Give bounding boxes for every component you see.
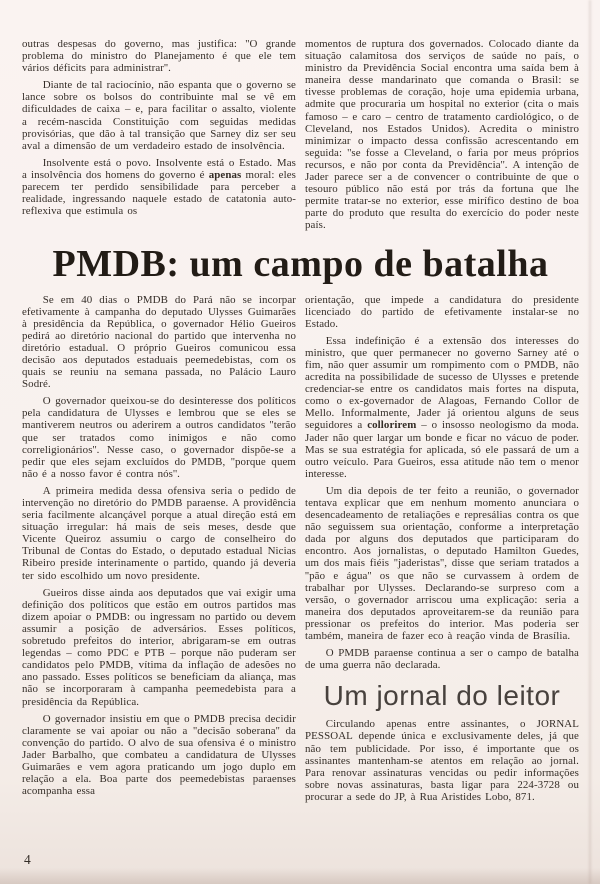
paragraph: Essa indefinição é a extensão dos interesses do ministro, que quer permanecer no governo Sarney até o fim, não quer assumir um rompimento com o PMDB, não acredita na possibilidade de sucesso de Ulysses e pretende credenciar-se entre os candidatos mais fortes na disputa, como o ex-governador de Alagoas, Fernando Collor de Mello. Informalmente, Jader já orientou alguns de seus seguidores a collorirem – o insosso neologismo da moda. Jader não quer largar um bonde e ficar no vácuo de poder. Mas se sua estratégia for aplicada, só ele passará de um a outro veículo. Para Gueiros, essa atitude não tem o menor interesse. [305,334,579,480]
paragraph: Se em 40 dias o PMDB do Pará não se incorpar efetivamente à campanha do deputado Ulysses Guimarães à presidência da República, o governador Hélio Gueiros pedirá ao diretório nacional do partido que intervenha no diretório estadual. O próprio Gueiros comunicou essa decisão aos deputados estaduais peemedebistas, com os quais se reuniu na semana passada, no Palácio Lauro Sodré. [22,293,296,391]
paragraph: O governador queixou-se do desinteresse dos políticos pela candidatura de Ulysses e lembrou que se eles se mantiverem neutros ou aderirem a outros candidatos ''terão que ser tratados como inimigos e não como correligionários''. Nesse caso, o governador dispõe-se a pedir que eles sejam excluídos do PMDB, ''porque quem não é a nosso favor é contra nós''. [22,395,296,480]
paragraph: Gueiros disse ainda aos deputados que vai exigir uma definição dos políticos que estão em outros partidos mas dizem apoiar o PMDB: ou ingressam no partido ou devem assumir a posição de adversários. Esses políticos, sobretudo prefeitos do interior, abrigaram-se em outras legendas – como PDC e PTB – porque não puderam ser candidatos pelo PMDB, vítima da inflação de adesões no ano passado. Esses políticos se beneficiam da aliança, mas não se incorporaram à campanha peemedebista para a presidência da República. [22,586,296,708]
main-left-column [22,294,296,808]
main-section [22,294,579,808]
top-section [22,38,579,237]
section-heading: Um jornal do leitor [323,680,561,712]
paragraph: A primeira medida dessa ofensiva seria o pedido de intervenção no diretório do PMDB paraense. A providência seria facilmente alcançável porque a atual direção está em situação irregular: há mais de seis meses, desde que Vicente Queiroz assumiu o cargo de conselheiro do Tribunal de Contas do Estado, o deputado estadual Nicias Ribeiro preside interinamente o partido, quando já deveria ter sido escolhido um novo presidente. [22,484,296,582]
paragraph: momentos de ruptura dos governados. Colocado diante da situação calamitosa dos serviços de saúde no país, o ministro da Previdência Social encontra uma saída bem à maneira desse mandarinato que comanda o Brasil: se tivesse problemas de coração, hoje uma epidemia urbana, admite que procuraria um hospital no exterior (cita o mais famoso – e caro – centro de tratamento cardiológico, o de Cleveland, nos Estados Unidos). Acredita o ministro minimizar o impacto dessa confissão acrescentando em seguida: ''se fosse a Cleveland, o faria por meus próprios recursos, e não por conta da Previdência''. A intenção de Jader parece ser a de convencer o contribuinte de que o tesouro público não está por trás da fortuna que lhe permite tratar-se no exterior, esse mirífico destino de boa parte do produto que resulta do exercício do poder neste país. [305,38,579,232]
article-headline: PMDB: um campo de batalha [52,242,549,285]
paragraph: Diante de tal raciocínio, não espanta que o governo se lance sobre os bolsos do contribuinte mal se vê em dificuldades de caixa – e, para facilitar o assalto, violente a recém-nascida Constituição com seguidas medidas provisórias, que dão à tal transição que Sarney diz ser seu aval a dimensão de um verdadeiro estado de insolvência. [22,79,296,152]
top-left-column [22,38,296,237]
paragraph: orientação, que impede a candidatura do presidente licenciado do partido de efetivamente instalar-se no Estado. [305,293,579,330]
main-right-paragraphs [305,294,579,672]
section-paragraphs [305,718,579,803]
paragraph: Insolvente está o povo. Insolvente está o Estado. Mas a insolvência dos homens do governo é apenas moral: eles parecem ter perdido sensibilidade para perceber a realidade, ingressando naquele estado de catatonia auto-reflexiva que estimula os [22,156,296,218]
scan-edge-shading-right [589,0,591,884]
paragraph: Um dia depois de ter feito a reunião, o governador tentava explicar que em nenhum momento anunciara o desencadeamento de retaliações e represálias contra os que não seguissem sua orientação, conforme a interpretação dada por alguns dos deputados que participaram do encontro. Aos jornalistas, o deputado Hamilton Guedes, um dos mais fiéis ''jaderistas'', disse que seriam tratados a ''pão e água'' os que não se curvassem à ordem de trabalhar por Ulysses. Declarando-se surpreso com a versão, o governador arriscou uma explicação: seria a maneira dos deputados aproveitarem-se da reunião para pressionar os prefeitos do interior. Mas poderia ser também, maneira de fazer eco à reação vinda de Brasília. [305,484,579,643]
paragraph: O PMDB paraense continua a ser o campo de batalha de uma guerra não declarada. [305,647,579,672]
top-right-column [305,38,579,237]
paragraph: Circulando apenas entre assinantes, o JORNAL PESSOAL depende única e exclusivamente deles, já que não tem publicidade. Por isso, é importante que os assinantes mantenham-se atentos em relação ao jornal. Para renovar assinaturas vencidas ou pedir informações sobre novas assinaturas, basta ligar para 224-3728 ou procurar a sede do JP, à Rua Aristides Lobo, 871. [305,718,579,803]
page-number: 4 [24,852,31,867]
paragraph: O governador insistiu em que o PMDB precisa decidir claramente se vai apoiar ou não a ''decisão soberana'' da convenção do partido. O alvo de sua ofensiva é o ministro Jader Barbalho, que combateu a candidatura de Ulysses Guimarães e vem agora praticando um jogo duplo em relação a ela. Boa parte dos peemedebistas paraenses acompanha essa [22,712,296,798]
scan-edge-shading-bottom [0,868,600,884]
paragraph: outras despesas do governo, mas justifica: ''O grande problema do ministro do Planejamento é que ele tem vários déficits para administrar''. [22,38,296,75]
main-right-column [305,294,579,808]
